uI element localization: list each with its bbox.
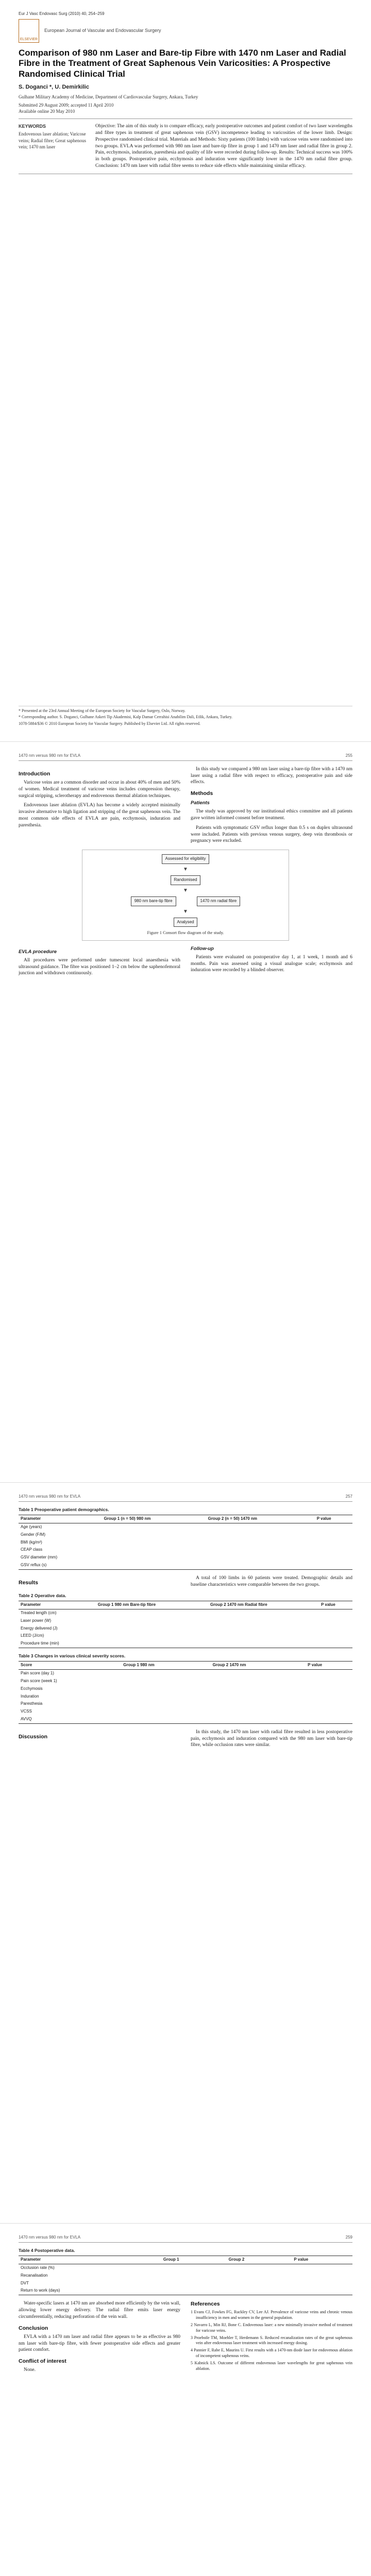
table-cell: Induration [21, 1693, 39, 1699]
section-heading: Results [19, 1579, 38, 1586]
masthead [19, 19, 352, 43]
table-cell [121, 1670, 210, 1677]
table-cell [315, 1531, 352, 1539]
table-row [19, 1539, 352, 1547]
table-1 [19, 1515, 352, 1570]
table-row [19, 1609, 352, 1617]
table-header-cell: Parameter [21, 1602, 41, 1607]
table-cell [306, 1677, 352, 1685]
table-cell [292, 2280, 352, 2287]
section-heading: Conclusion [19, 2325, 48, 2331]
table-cell [315, 1546, 352, 1554]
table-cell: Occlusion rate (%) [21, 2265, 55, 2270]
flow-box-analysed: Analysed [174, 918, 198, 927]
table-cell [227, 2287, 292, 2295]
table-header-cell: Group 2 [228, 2257, 245, 2262]
table-cell: Pain score (day 1) [21, 1671, 54, 1676]
page-4 [0, 2224, 371, 2576]
running-head [19, 2235, 352, 2243]
table-cell: AVVQ [21, 1717, 32, 1722]
table-cell [319, 1609, 352, 1617]
table-3-caption: Table 3 Changes in various clinical severity scores. [19, 1653, 126, 1658]
table-1-caption: Table 1 Preoperative patient demographics. [19, 1506, 109, 1512]
table-row [19, 2280, 352, 2287]
subsection-heading: Patients [191, 800, 210, 806]
keywords-heading: KEYWORDS [19, 124, 46, 129]
table-header-cell: Group 1 980 nm Bare-tip fibre [97, 1602, 156, 1607]
keywords [19, 123, 88, 170]
running-head [19, 1494, 352, 1502]
reference-item: 5 Kabnick LS. Outcome of different endovenous laser wavelengths for great saphenous vein ablation. [191, 2360, 352, 2371]
table-cell [319, 1640, 352, 1648]
page-number: 257 [345, 1494, 352, 1499]
paragraph: Water-specific lasers at 1470 nm are absorbed more efficiently by the vein wall, allowing lower energy delivery. The radial fibre emits laser energy circumferentially, reducing perforation of the vein wall. [19, 2301, 180, 2319]
table-cell: Ecchymosis [21, 1686, 43, 1691]
table-cell [161, 2287, 227, 2295]
table-cell [206, 1531, 315, 1539]
running-title: 1470 nm versus 980 nm for EVLA [19, 2235, 81, 2240]
body-columns [19, 2300, 352, 2376]
table-cell [306, 1708, 352, 1716]
table-cell: VCSS [21, 1709, 32, 1714]
table-cell [208, 1609, 319, 1617]
table-row [19, 2272, 352, 2280]
table-cell [102, 1539, 206, 1547]
footnote: * Presented at the 23rd Annual Meeting of the European Society for Vascular Surgery, Oslo, Norway. [19, 708, 185, 713]
table-cell [208, 1617, 319, 1625]
table-cell [206, 1546, 315, 1554]
table-cell [206, 1539, 315, 1547]
paragraph: Endovenous laser ablation (EVLA) has become a widely accepted minimally invasive alternative to high ligation and stripping of the great saphenous vein. The most common side effects of EVLA are pain, ecchymosis, induration and paresthesia. [19, 803, 180, 828]
paragraph: EVLA with a 1470 nm laser and radial fibre appears to be as effective as 980 nm laser with bare-tip fibre, with fewer postoperative side effects and greater patient comfort. [19, 2334, 180, 2353]
table-cell [227, 2272, 292, 2280]
table-cell [102, 1546, 206, 1554]
table-cell [292, 2264, 352, 2272]
elsevier-logo: ELSEVIER [19, 19, 39, 43]
running-title: 1470 nm versus 980 nm for EVLA [19, 1494, 81, 1499]
table-header-cell: Parameter [21, 2257, 41, 2262]
flow-box-enrolled: Assessed for eligibility [162, 854, 210, 864]
figure-1-flowchart [82, 850, 289, 941]
table-row [19, 1562, 352, 1569]
table-cell [292, 2272, 352, 2280]
table-cell [211, 1693, 306, 1701]
running-title: 1470 nm versus 980 nm for EVLA [19, 753, 81, 758]
table-cell: Age (years) [21, 1524, 42, 1530]
paragraph: Patients were evaluated on postoperative day 1, at 1 week, 1 month and 6 months. Pain was assessed using a visual analogue scale; ecchymosis and induration were recorded by a blinded observer. [191, 954, 352, 973]
paragraph: Patients with symptomatic GSV reflux longer than 0.5 s on duplex ultrasound were included. Patients with previous venous surgery, deep vein thrombosis or pregnancy were excluded. [191, 825, 352, 844]
table-cell [121, 1685, 210, 1693]
table-cell: Paresthesia [21, 1701, 43, 1706]
table-row [19, 1708, 352, 1716]
table-row [19, 1670, 352, 1677]
table-header-cell: Parameter [21, 1516, 41, 1521]
table-cell [211, 1670, 306, 1677]
table-row [19, 1700, 352, 1708]
submission-dates: Submitted 29 August 2009; accepted 11 April 2010 Available online 20 May 2010 [19, 102, 114, 114]
table-cell [206, 1562, 315, 1569]
table-cell [292, 2287, 352, 2295]
reference-item: 3 Proebstle TM, Moehler T, Herdemann S. Reduced recanalization rates of the great saphenous vein after endovenous laser treatment with increased energy dosing. [191, 2335, 352, 2346]
table-row [19, 1693, 352, 1701]
subsection-heading: EVLA procedure [19, 948, 57, 955]
table-cell [315, 1523, 352, 1531]
table-cell [211, 1700, 306, 1708]
table-row [19, 1632, 352, 1640]
table-cell: DVT [21, 2280, 29, 2285]
table-cell [315, 1554, 352, 1562]
table-cell: Pain score (week 1) [21, 1679, 57, 1684]
paragraph: In this study, the 1470 nm laser with radial fibre resulted in less postoperative pain, ecchymosis and induration compared with the 980 nm laser with bare-tip fibre, while occlusion rates were similar. [191, 1729, 352, 1748]
abstract-block [19, 118, 352, 174]
authors: S. Doganci *, U. Demirkilic [19, 83, 89, 90]
table-cell: Procedure time (min) [21, 1641, 59, 1646]
table-cell [206, 1523, 315, 1531]
abstract-text: Objective: The aim of this study is to compare efficacy, early postoperative outcomes and patient comfort of two laser wavelengths and fibre types in treatment of great saphenous vein (GSV) incompetence leading to varicosities of the lower limb. Design: Prospective randomised clinical trial. Materials and Methods: Sixty patients (100 limbs) with varicose veins were randomised into two groups. EVLA was performed with 980 nm laser and bare-tip fibre in group 1 and 1470 nm laser and radial fibre in group 2. Pain, ecchymosis, induration, paresthesia and quality of life were recorded during follow-up. Results: Technical success was 100% in both groups. Postoperative pain, ecchymosis and induration were significantly lower in the 1470 nm radial fibre group. Conclusion: 1470 nm laser with radial fibre seems to reduce side effects while maintaining similar efficacy. [95, 124, 352, 169]
reference-item: 4 Pannier F, Rabe E, Maurins U. First results with a 1470-nm diode laser for endovenous ablation of incompetent saphenous veins. [191, 2348, 352, 2358]
table-cell [315, 1562, 352, 1569]
table-row [19, 1625, 352, 1633]
table-row [19, 1554, 352, 1562]
paragraph: In this study we compared a 980 nm laser using a bare-tip fibre with a 1470 nm laser using a radial fibre with respect to efficacy, postoperative pain and side effects. [191, 766, 352, 785]
table-cell [121, 1677, 210, 1685]
arrow-down-icon: ▼ [183, 887, 188, 893]
journal-citation: Eur J Vasc Endovasc Surg (2010) 40, 254–259 [19, 11, 105, 16]
table-cell [121, 1693, 210, 1701]
table-cell [121, 1716, 210, 1723]
table-cell: Gender (F/M) [21, 1532, 46, 1537]
figure-caption: Figure 1 Consort flow diagram of the study. [147, 930, 224, 936]
table-cell [306, 1670, 352, 1677]
flow-box-randomised: Randomised [171, 875, 201, 885]
table-header-cell: P value [294, 2257, 309, 2262]
table-cell [206, 1554, 315, 1562]
footnotes [19, 706, 352, 728]
table-header-cell: P value [308, 1663, 323, 1668]
copyright: 1078-5884/$36 © 2010 European Society for Vascular Surgery. Published by Elsevier Ltd. All rights reserved. [19, 721, 200, 726]
table-cell [161, 2264, 227, 2272]
table-cell [96, 1632, 208, 1640]
table-row [19, 1685, 352, 1693]
subsection-heading: Follow-up [191, 945, 214, 952]
table-cell [211, 1708, 306, 1716]
table-cell [102, 1562, 206, 1569]
section-heading: Conflict of interest [19, 2358, 66, 2365]
table-cell [227, 2264, 292, 2272]
running-head [19, 753, 352, 761]
table-4-caption: Table 4 Postoperative data. [19, 2247, 75, 2253]
table-row [19, 1716, 352, 1723]
section-heading: Discussion [19, 1733, 48, 1740]
table-cell [121, 1708, 210, 1716]
table-cell: Energy delivered (J) [21, 1625, 58, 1631]
table-cell [96, 1609, 208, 1617]
journal-name: European Journal of Vascular and Endovascular Surgery [44, 27, 161, 33]
table-row [19, 1546, 352, 1554]
table-cell [306, 1716, 352, 1723]
table-2 [19, 1601, 352, 1648]
affiliation: Gulhane Military Academy of Medicine, Department of Cardiovascular Surgery, Ankara, Turkey [19, 94, 198, 99]
table-cell [208, 1640, 319, 1648]
table-cell [211, 1677, 306, 1685]
reference-item: 1 Evans CJ, Fowkes FG, Ruckley CV, Lee AJ. Prevalence of varicose veins and chronic venous insufficiency in men and women in the general population. [191, 2310, 352, 2320]
table-cell [211, 1716, 306, 1723]
body-columns [19, 766, 352, 844]
paragraph: All procedures were performed under tumescent local anaesthesia with ultrasound guidance. The fibre was positioned 1–2 cm below the saphenofemoral junction and withdrawn continuously. [19, 957, 180, 976]
table-row [19, 1617, 352, 1625]
table-row [19, 2264, 352, 2272]
table-cell [102, 1523, 206, 1531]
table-header-cell: Group 2 (n = 50) 1470 nm [208, 1516, 257, 1521]
arrow-down-icon: ▼ [183, 867, 188, 873]
table-header-cell: Score [21, 1663, 32, 1668]
body-columns [19, 946, 352, 978]
flow-box-group2: 1470 nm radial fibre [197, 896, 241, 906]
table-cell: Recanalisation [21, 2273, 48, 2278]
table-cell: Return to work (days) [21, 2288, 60, 2293]
table-cell [96, 1617, 208, 1625]
page-2 [0, 742, 371, 1483]
table-cell [208, 1632, 319, 1640]
table-row [19, 1523, 352, 1531]
paragraph: The study was approved by our institutional ethics committee and all patients gave written informed consent before treatment. [191, 809, 352, 821]
table-4 [19, 2256, 352, 2295]
table-header-cell: Group 1 980 nm [123, 1663, 155, 1668]
table-header-cell: Group 1 [163, 2257, 179, 2262]
table-header-cell: Group 2 1470 nm [212, 1663, 246, 1668]
paragraph: None. [24, 2367, 36, 2373]
page-3 [0, 1483, 371, 2224]
table-header-cell: Group 1 (n = 50) 980 nm [104, 1516, 151, 1521]
table-row [19, 1677, 352, 1685]
flow-box-group1: 980 nm bare-tip fibre [131, 896, 176, 906]
table-header-cell: Group 2 1470 nm Radial fibre [210, 1602, 267, 1607]
arrow-down-icon: ▼ [183, 908, 188, 914]
section-heading: References [191, 2301, 220, 2308]
reference-list [191, 2310, 352, 2371]
footnote: * Corresponding author. S. Doganci, Gulhane Askeri Tip Akademisi, Kalp Damar Cerrahisi Anabilim Dali, Etlik, Ankara, Turkey. [19, 715, 232, 720]
table-cell [211, 1685, 306, 1693]
keywords-list: Endovenous laser ablation; Varicose veins; Radial fibre; Great saphenous vein; 1470 nm laser [19, 131, 86, 149]
table-row [19, 1640, 352, 1648]
article-title: Comparison of 980 nm Laser and Bare-tip Fibre with 1470 nm Laser and Radial Fibre in the Treatment of Great Saphenous Vein Varicosities: A Prospective Randomised Clinical Trial [19, 47, 346, 79]
reference-item: 2 Navarro L, Min RJ, Bone C. Endovenous laser: a new minimally invasive method of treatment for varicose veins. [191, 2323, 352, 2333]
table-cell [121, 1700, 210, 1708]
table-header-cell: P value [316, 1516, 331, 1521]
table-cell: CEAP class [21, 1547, 43, 1552]
table-cell [161, 2280, 227, 2287]
table-cell [319, 1617, 352, 1625]
table-cell [102, 1554, 206, 1562]
table-cell [208, 1625, 319, 1633]
table-cell [227, 2280, 292, 2287]
body-columns [19, 1575, 352, 1590]
table-cell [319, 1625, 352, 1633]
section-heading: Introduction [19, 770, 50, 777]
table-cell [306, 1700, 352, 1708]
table-cell [161, 2272, 227, 2280]
table-3 [19, 1661, 352, 1723]
table-cell: Laser power (W) [21, 1618, 52, 1623]
table-cell [306, 1693, 352, 1701]
table-cell [319, 1632, 352, 1640]
table-cell [306, 1685, 352, 1693]
table-2-caption: Table 2 Operative data. [19, 1592, 66, 1598]
paragraph: A total of 100 limbs in 60 patients were treated. Demographic details and baseline characteristics were comparable between the two groups. [191, 1575, 352, 1587]
table-row [19, 2287, 352, 2295]
table-header-cell: P value [321, 1602, 335, 1607]
page-number: 259 [345, 2235, 352, 2240]
table-cell: BMI (kg/m²) [21, 1539, 42, 1545]
section-heading: Methods [191, 790, 213, 797]
table-cell: GSV reflux (s) [21, 1563, 47, 1568]
table-cell [96, 1640, 208, 1648]
page-number: 255 [345, 753, 352, 758]
page-1 [0, 0, 371, 742]
table-cell: GSV diameter (mm) [21, 1555, 58, 1560]
table-cell [96, 1625, 208, 1633]
table-row [19, 1531, 352, 1539]
table-cell [102, 1531, 206, 1539]
paragraph: Varicose veins are a common disorder and occur in about 40% of men and 50% of women. Medical treatment of varicose veins includes compression therapy, surgical stripping, sclerotherapy and endovenous thermal ablation techniques. [19, 779, 180, 799]
table-cell: Treated length (cm) [21, 1611, 57, 1616]
table-cell [315, 1539, 352, 1547]
body-columns [19, 1729, 352, 1749]
table-cell: LEED (J/cm) [21, 1633, 44, 1638]
